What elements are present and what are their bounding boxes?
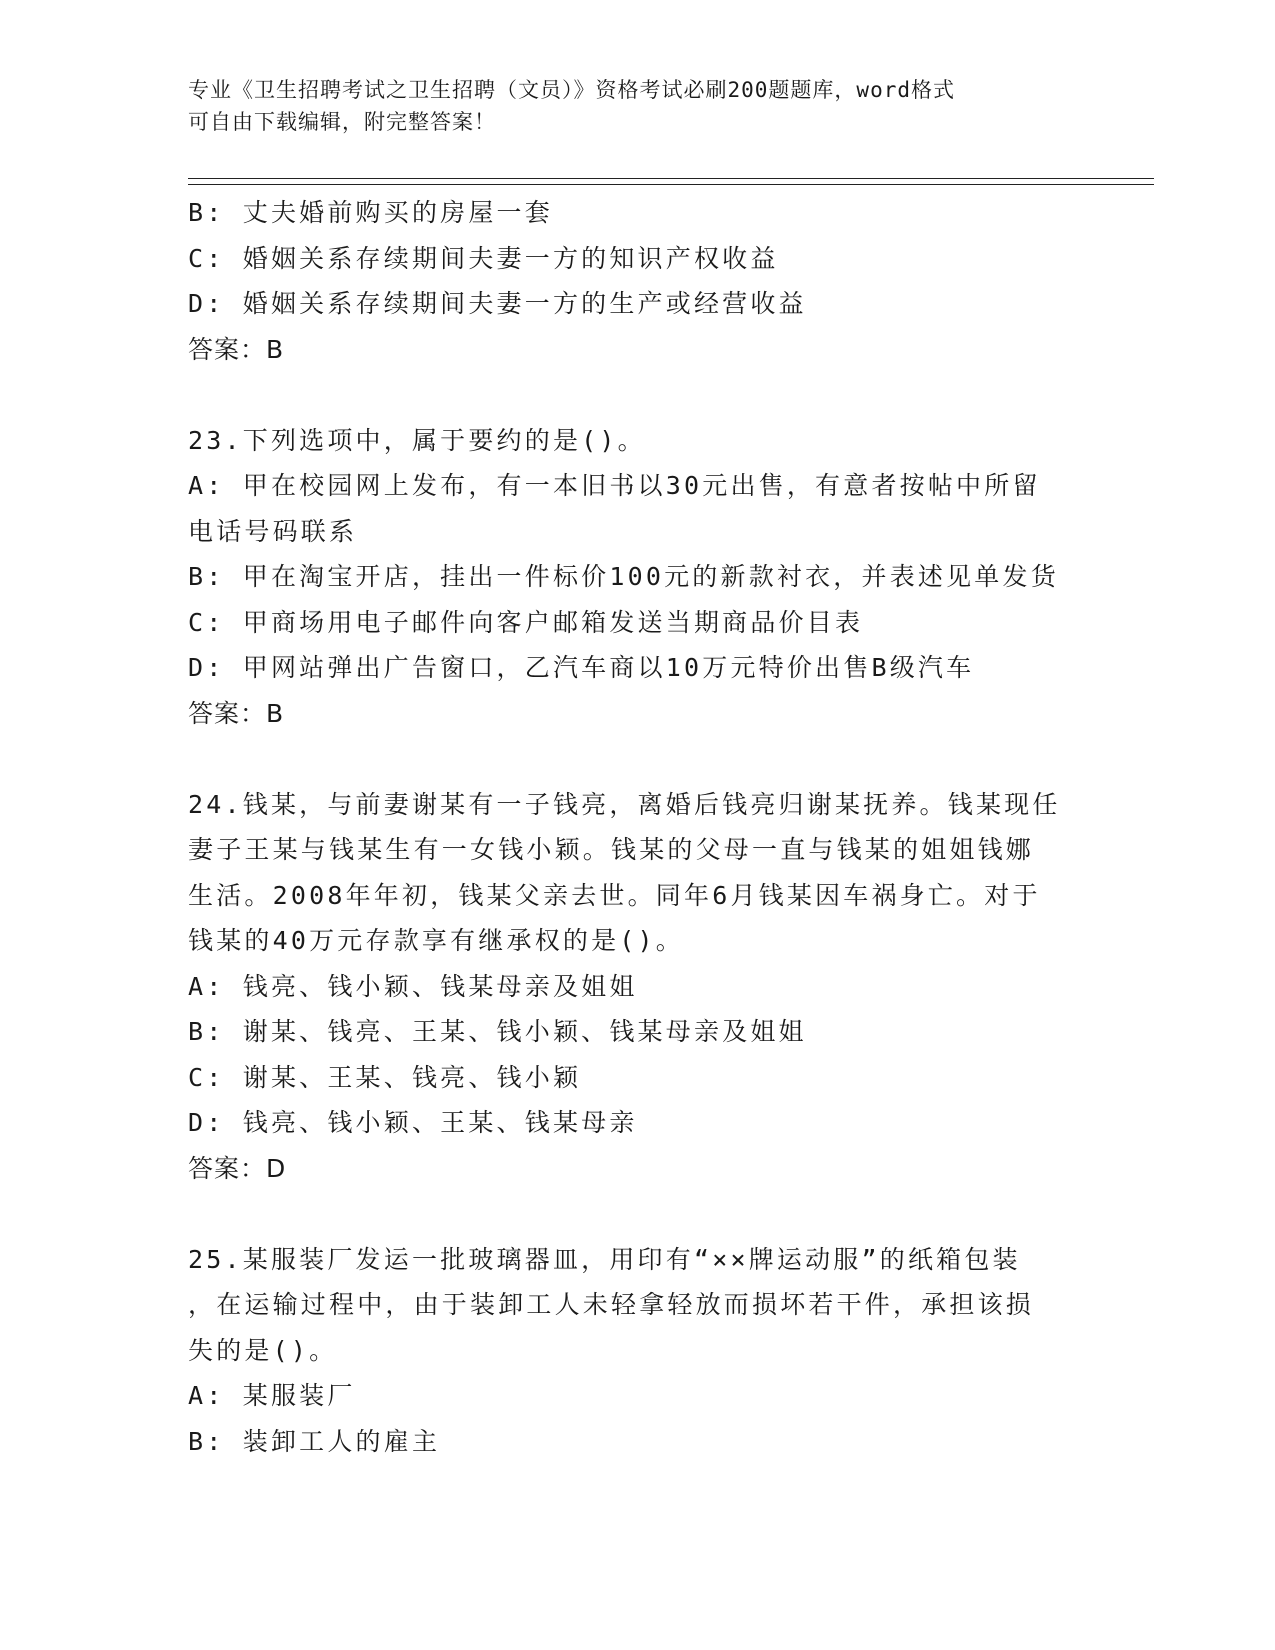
header-divider-bottom [188, 184, 1154, 185]
option-c: C: 婚姻关系存续期间夫妻一方的知识产权收益 [188, 243, 779, 273]
option-d: D: 婚姻关系存续期间夫妻一方的生产或经营收益 [188, 289, 807, 318]
answer: 答案：D [188, 1153, 287, 1183]
question-22-remainder [188, 190, 1088, 372]
option-d: D: 甲网站弹出广告窗口，乙汽车商以10万元特价出售B级汽车 [188, 653, 975, 682]
option-a: A: 甲在校园网上发布，有一本旧书以30元出售，有意者按帖中所留 [188, 471, 1041, 500]
spacer [188, 1191, 1088, 1237]
question-stem: 23.下列选项中，属于要约的是()。 [188, 425, 646, 455]
question-stem-continued: 钱某的40万元存款享有继承权的是()。 [188, 926, 685, 955]
document-header [188, 74, 1068, 138]
question-list [188, 190, 1088, 1464]
option-a: A: 钱亮、钱小颖、钱某母亲及姐姐 [188, 971, 638, 1001]
option-c: C: 甲商场用电子邮件向客户邮箱发送当期商品价目表 [188, 607, 864, 637]
question-stem: 25.某服装厂发运一批玻璃器皿，用印有“××牌运动服”的纸箱包装 [188, 1244, 1021, 1274]
question-stem-continued: 生活。2008年年初，钱某父亲去世。同年6月钱某因车祸身亡。对于 [188, 880, 1041, 910]
option-b: B: 谢某、钱亮、王某、钱小颖、钱某母亲及姐姐 [188, 1017, 807, 1046]
question-25 [188, 1237, 1088, 1465]
option-b: B: 装卸工人的雇主 [188, 1426, 441, 1456]
header-line-2: 可自由下载编辑，附完整答案！ [188, 110, 496, 134]
question-stem-continued: ，在运输过程中，由于装卸工人未轻拿轻放而损坏若干件，承担该损 [188, 1290, 1035, 1319]
option-b: B: 甲在淘宝开店，挂出一件标价100元的新款衬衣，并表述见单发货 [188, 562, 1059, 591]
question-24 [188, 782, 1088, 1192]
header-divider-top [188, 178, 1154, 179]
spacer [188, 736, 1088, 782]
question-stem: 24.钱某，与前妻谢某有一子钱亮，离婚后钱亮归谢某抚养。钱某现任 [188, 789, 1061, 819]
header-line-1: 专业《卫生招聘考试之卫生招聘（文员）》资格考试必刷200题题库，word格式 [188, 78, 955, 102]
option-c: C: 谢某、王某、钱亮、钱小颖 [188, 1062, 582, 1092]
option-a: A: 某服装厂 [188, 1381, 356, 1410]
question-23 [188, 418, 1088, 737]
option-b: B: 丈夫婚前购买的房屋一套 [188, 198, 553, 227]
option-a-continued: 电话号码联系 [188, 516, 358, 546]
question-stem-continued: 失的是()。 [188, 1335, 338, 1365]
spacer [188, 372, 1088, 418]
question-stem-continued: 妻子王某与钱某生有一女钱小颖。钱某的父母一直与钱某的姐姐钱娜 [188, 835, 1035, 864]
option-d: D: 钱亮、钱小颖、王某、钱某母亲 [188, 1108, 638, 1137]
answer: 答案：B [188, 334, 285, 364]
answer: 答案：B [188, 698, 285, 728]
